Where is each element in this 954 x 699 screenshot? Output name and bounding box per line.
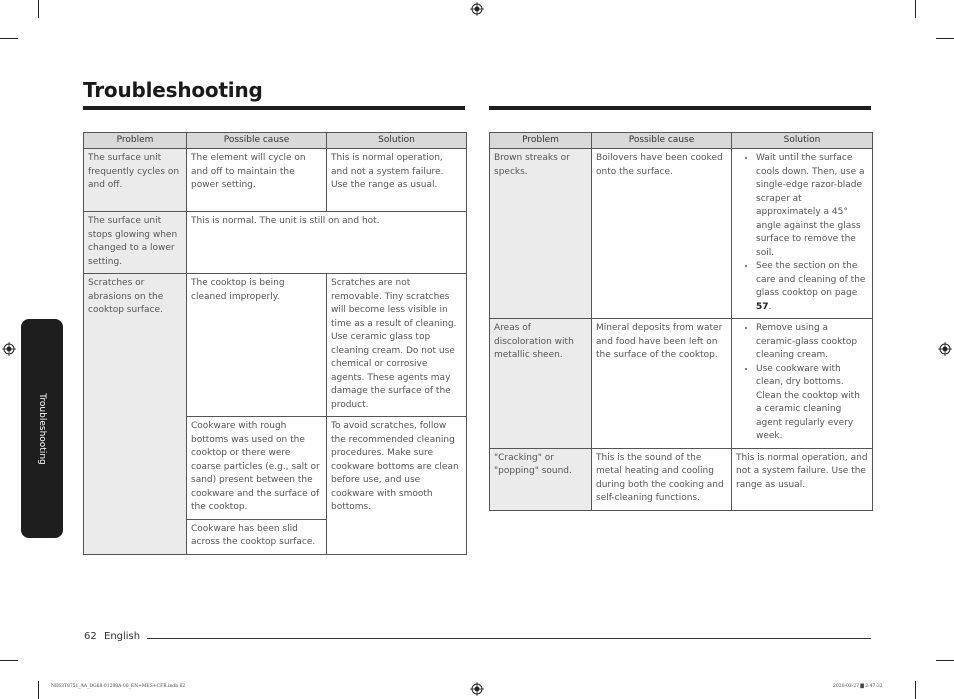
problem-cell: The surface unit stops glowing when changed to a lower setting.: [84, 212, 187, 274]
solution-cell: [732, 319, 873, 449]
registration-mark-icon: [938, 342, 952, 356]
problem-cell: The surface unit frequently cycles on and off.: [84, 149, 187, 212]
problem-cell: Areas of discoloration with metallic sheen.: [490, 319, 592, 449]
page-title: Troubleshooting: [83, 78, 263, 102]
solution-bullet: • Remove using a ceramic-glass cooktop cleaning cream.: [756, 322, 868, 363]
registration-mark-icon: [470, 682, 484, 696]
cause-cell: Cookware with rough bottoms was used on the cooktop or there were coarse particles (e.g., salt or sand) present between the cookware and the surface of the cooktop.: [187, 417, 327, 520]
problem-cell: "Cracking" or "popping" sound.: [490, 448, 592, 510]
section-tab-label-wrap: [21, 319, 63, 538]
table-row: [490, 319, 873, 449]
troubleshooting-table-right: [489, 132, 873, 511]
table-row: [84, 149, 467, 212]
registration-mark-icon: [2, 342, 16, 356]
cause-cell: This is the sound of the metal heating and cooling during both the cooking and self-cleaning functions.: [592, 448, 732, 510]
problem-cell: Brown streaks or specks.: [490, 149, 592, 319]
header-possible-cause: Possible cause: [592, 133, 732, 149]
crop-mark-icon: [936, 660, 954, 661]
table-row: [490, 149, 873, 319]
problem-cell: Scratches or abrasions on the cooktop surface.: [84, 274, 187, 555]
title-rule-left: [83, 106, 465, 110]
solution-bullet: • Wait until the surface cools down. Then, use a single-edge razor-blade scraper at approximately a 45° angle against the glass surface to remove the soil.: [756, 152, 868, 260]
header-solution: Solution: [732, 133, 873, 149]
crop-mark-icon: [0, 38, 18, 39]
registration-mark-icon: [470, 2, 484, 16]
crop-mark-icon: [915, 681, 916, 699]
print-slug-right: 2020-03-27 ▇ 2:47:32: [833, 684, 883, 689]
crop-mark-icon: [38, 681, 39, 699]
header-possible-cause: Possible cause: [187, 133, 327, 149]
solution-cell: This is normal operation, and not a system failure. Use the range as usual.: [732, 448, 873, 510]
merged-cause-solution-cell: This is normal. The unit is still on and hot.: [187, 212, 467, 274]
page-number: 62: [84, 631, 97, 642]
table-header-row: [490, 133, 873, 149]
crop-mark-icon: [915, 0, 916, 18]
cause-cell: Boilovers have been cooked onto the surface.: [592, 149, 732, 319]
table-header-row: [84, 133, 467, 149]
solution-bullet-list: [736, 322, 868, 444]
table-row: [490, 448, 873, 510]
cause-cell: Mineral deposits from water and food have been left on the surface of the cooktop.: [592, 319, 732, 449]
bullet-text: See the section on the care and cleaning of the glass cooktop on page: [756, 261, 866, 298]
header-solution: Solution: [327, 133, 467, 149]
header-problem: Problem: [490, 133, 592, 149]
troubleshooting-table-left: [83, 132, 467, 555]
footer-rule: [147, 638, 871, 639]
print-slug-left: NE63T8751_AA_DG68-01208A-00_EN+MES+CFR.indb 62: [51, 684, 186, 689]
table-row: [84, 212, 467, 274]
page-reference: 57: [756, 301, 769, 312]
section-tab-label: Troubleshooting: [37, 392, 47, 465]
solution-cell: Scratches are not removable. Tiny scratches will become less visible in time as a result of cleaning. Use ceramic glass top cleaning cream. Do not use chemical or corrosive agents. These agents may damage the surface of the product.: [327, 274, 467, 417]
solution-cell: This is normal operation, and not a system failure. Use the range as usual.: [327, 149, 467, 212]
crop-mark-icon: [936, 38, 954, 39]
cause-cell: The cooktop is being cleaned improperly.: [187, 274, 327, 417]
page-language: English: [104, 631, 141, 642]
solution-cell: To avoid scratches, follow the recommended cleaning procedures. Make sure cookware bottoms are clean before use, and use cookware with smooth bottoms.: [327, 417, 467, 555]
title-rule-right: [489, 106, 871, 110]
solution-bullet-list: [736, 152, 868, 314]
crop-mark-icon: [38, 0, 39, 18]
crop-mark-icon: [0, 660, 18, 661]
cause-cell: Cookware has been slid across the cooktop surface.: [187, 519, 327, 554]
solution-bullet: [756, 260, 868, 314]
cause-cell: The element will cycle on and off to maintain the power setting.: [187, 149, 327, 212]
header-problem: Problem: [84, 133, 187, 149]
table-row: [84, 274, 467, 417]
solution-cell: [732, 149, 873, 319]
solution-bullet: • Use cookware with clean, dry bottoms. Clean the cooktop with a ceramic cleaning agent regularly every week.: [756, 363, 868, 444]
bullet-text-end: .: [768, 301, 772, 312]
